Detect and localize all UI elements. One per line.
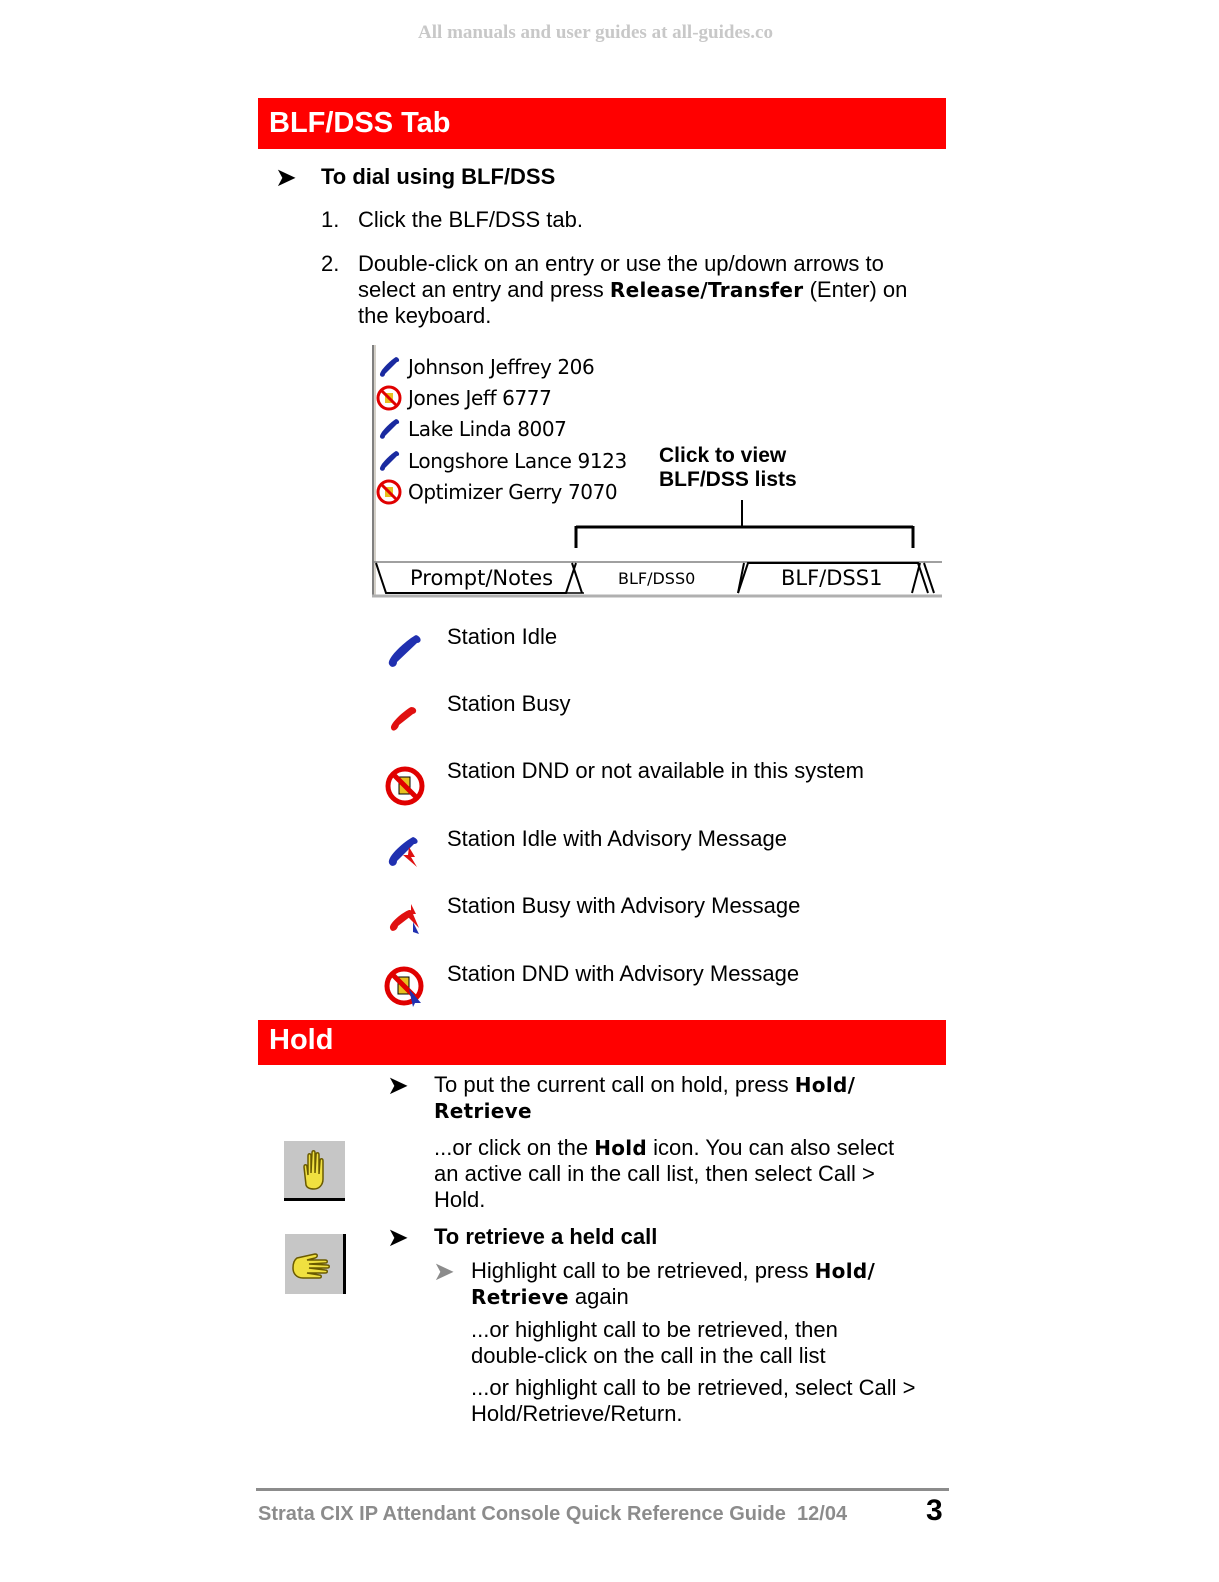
hold-button[interactable] bbox=[284, 1141, 345, 1201]
arrow-bullet-icon: ➤ bbox=[275, 162, 297, 192]
idle-advisory-icon bbox=[383, 831, 427, 875]
hold-alt-instruction: ...or click on the Hold icon. You can also select an active call in the call list, then select Call > Hold. bbox=[434, 1135, 895, 1212]
tab-prompt-notes[interactable]: Prompt/Notes bbox=[410, 566, 554, 590]
step-number: 2. bbox=[321, 251, 340, 276]
step-number: 1. bbox=[321, 207, 340, 232]
retrieve-alt-1: ...or highlight call to be retrieved, then double-click on the call in the call list bbox=[471, 1317, 838, 1368]
footer-title: Strata CIX IP Attendant Console Quick Reference Guide 12/04 bbox=[258, 1503, 848, 1525]
blf-dss-screenshot: Johnson Jeffrey 206 Jones Jeff 6777 Lake Linda 8007 Longshore Lance 9123 Optimizer Gerry 7070 Click to view BLF/DSS lists Prompt/Notes BLF/DSS0 BLF/DSS1 bbox=[372, 345, 942, 600]
step-text: Click the BLF/DSS tab. bbox=[358, 207, 583, 232]
legend-label: Station Idle bbox=[447, 624, 558, 649]
station-idle-icon bbox=[383, 629, 425, 671]
station-dnd-icon bbox=[383, 764, 427, 808]
tab-blf-dss0[interactable]: BLF/DSS0 bbox=[618, 569, 696, 588]
task-heading: To dial using BLF/DSS bbox=[321, 164, 556, 189]
legend-label: Station DND or not available in this system bbox=[447, 758, 864, 783]
release-transfer-key: Release/Transfer bbox=[609, 278, 804, 302]
station-busy-icon bbox=[383, 699, 425, 739]
retrieve-alt-2: ...or highlight call to be retrieved, select Call > Hold/Retrieve/Return. bbox=[471, 1375, 916, 1426]
step-text: Double-click on an entry or use the up/down arrows to select an entry and press Release/Transfer (Enter) on the keyboard. bbox=[358, 251, 908, 328]
tab-blf-dss1[interactable]: BLF/DSS1 bbox=[781, 566, 883, 590]
arrow-bullet-icon: ➤ bbox=[387, 1222, 409, 1252]
phone-idle-icon bbox=[376, 448, 402, 474]
phone-idle-icon bbox=[376, 354, 402, 380]
hold-instruction: To put the current call on hold, press Hold/ Retrieve bbox=[434, 1072, 856, 1123]
retrieve-heading: To retrieve a held call bbox=[434, 1224, 658, 1249]
sub-arrow-bullet-icon: ➤ bbox=[433, 1256, 455, 1286]
dnd-icon bbox=[376, 385, 402, 411]
callout-bracket bbox=[572, 495, 920, 551]
legend-label: Station Idle with Advisory Message bbox=[447, 826, 787, 851]
dnd-advisory-icon bbox=[383, 965, 427, 1009]
retrieve-button[interactable] bbox=[285, 1234, 346, 1294]
section-title-hold: Hold bbox=[258, 1020, 946, 1065]
arrow-bullet-icon: ➤ bbox=[387, 1070, 409, 1100]
footer-divider bbox=[256, 1488, 949, 1491]
section-title-blf-dss: BLF/DSS Tab bbox=[258, 98, 946, 149]
phone-idle-icon bbox=[376, 416, 402, 442]
legend-label: Station DND with Advisory Message bbox=[447, 961, 800, 986]
hold-hand-icon bbox=[284, 1141, 345, 1198]
busy-advisory-icon bbox=[383, 898, 427, 942]
legend-label: Station Busy bbox=[447, 691, 571, 716]
callout-text: Click to view BLF/DSS lists bbox=[659, 444, 797, 491]
retrieve-instruction: Highlight call to be retrieved, press Hold/ Retrieve again bbox=[471, 1258, 876, 1309]
legend-label: Station Busy with Advisory Message bbox=[447, 893, 801, 918]
page-number: 3 bbox=[926, 1494, 943, 1527]
retrieve-hand-icon bbox=[285, 1234, 343, 1294]
watermark: All manuals and user guides at all-guides.co bbox=[418, 22, 773, 43]
dnd-icon bbox=[376, 479, 402, 505]
